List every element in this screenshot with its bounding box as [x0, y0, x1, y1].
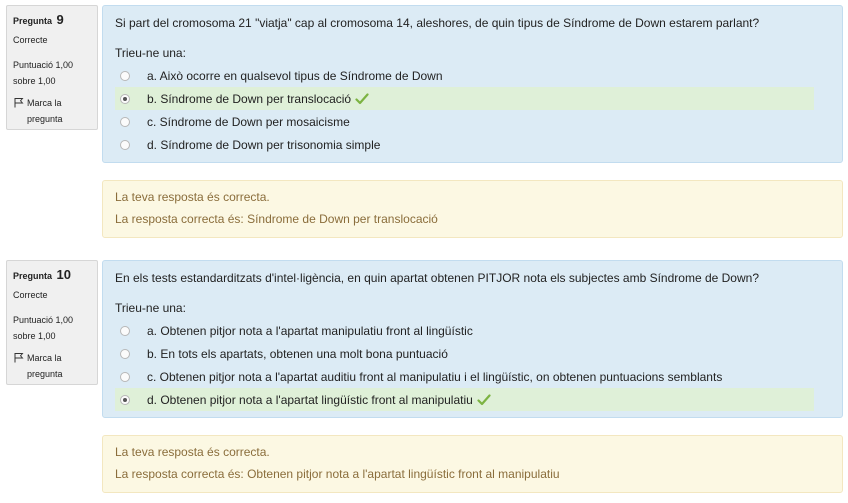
flag-label-line-1: Marca la	[27, 353, 62, 363]
answer-option-d[interactable]	[115, 133, 814, 156]
question-text: Si part del cromosoma 21 "viatja" cap al cromosoma 14, aleshores, de quin tipus de Síndrome de Down estarem parlant?	[115, 16, 760, 30]
question-number	[13, 12, 92, 27]
answer-label: b. Síndrome de Down per translocació	[147, 91, 352, 106]
flag-icon	[13, 352, 24, 363]
question-state: Correcte	[13, 35, 48, 45]
answer-label: a. Obtenen pitjor nota a l'apartat manipulatiu front al lingüístic	[147, 323, 473, 338]
grade-line-1: Puntuació 1,00	[13, 60, 74, 70]
question-formulation	[102, 260, 843, 418]
answer-option-c[interactable]	[115, 110, 814, 133]
question-formulation	[102, 5, 843, 163]
question-grade	[13, 312, 92, 344]
question-label: Pregunta	[13, 271, 53, 281]
question-num: 9	[56, 12, 64, 27]
radio-button[interactable]	[120, 140, 130, 150]
answer-option-a[interactable]	[115, 319, 814, 342]
radio-button[interactable]	[120, 349, 130, 359]
radio-button-selected[interactable]	[120, 94, 130, 104]
answer-option-b[interactable]	[115, 87, 814, 110]
flag-label-line-2: pregunta	[27, 369, 63, 379]
answer-label: c. Síndrome de Down per mosaicisme	[147, 114, 350, 129]
answer-label: c. Obtenen pitjor nota a l'apartat auditiu front al manipulatiu i el lingüístic, on obtenen puntuacions semblants	[147, 369, 723, 384]
radio-button-selected[interactable]	[120, 395, 130, 405]
answer-label: d. Obtenen pitjor nota a l'apartat lingüístic front al manipulatiu	[147, 392, 473, 407]
answer-label: a. Això ocorre en qualsevol tipus de Síndrome de Down	[147, 68, 443, 83]
feedback-text: La teva resposta és correcta.	[115, 190, 270, 204]
question-text: En els tests estandarditzats d'intel·ligència, en quin apartat obtenen PITJOR nota els subjectes amb Síndrome de Down?	[115, 271, 759, 285]
question-num: 10	[56, 267, 71, 282]
grade-line-2: sobre 1,00	[13, 76, 56, 86]
flag-label-line-2: pregunta	[27, 114, 63, 124]
question-grade	[13, 57, 92, 89]
question-info-panel	[6, 5, 98, 130]
flag-question-link[interactable]	[13, 350, 92, 382]
checkmark-icon	[477, 394, 491, 406]
question-number	[13, 267, 92, 282]
answer-list	[115, 64, 830, 156]
answer-prompt: Trieu-ne una:	[115, 301, 186, 315]
answer-prompt: Trieu-ne una:	[115, 46, 186, 60]
answer-option-c[interactable]	[115, 365, 814, 388]
question-outcome	[102, 435, 843, 493]
answer-label: d. Síndrome de Down per trisonomia simple	[147, 137, 381, 152]
radio-button[interactable]	[120, 326, 130, 336]
grade-line-1: Puntuació 1,00	[13, 315, 74, 325]
answer-label: b. En tots els apartats, obtenen una molt bona puntuació	[147, 346, 448, 361]
answer-option-a[interactable]	[115, 64, 814, 87]
answer-option-b[interactable]	[115, 342, 814, 365]
radio-button[interactable]	[120, 117, 130, 127]
feedback-text: La teva resposta és correcta.	[115, 445, 270, 459]
checkmark-icon	[355, 93, 369, 105]
question-info-panel	[6, 260, 98, 385]
flag-label-line-1: Marca la	[27, 98, 62, 108]
grade-line-2: sobre 1,00	[13, 331, 56, 341]
radio-button[interactable]	[120, 71, 130, 81]
question-outcome	[102, 180, 843, 238]
flag-question-link[interactable]	[13, 95, 92, 127]
right-answer-text: La resposta correcta és: Síndrome de Down per translocació	[115, 212, 438, 226]
question-state: Correcte	[13, 290, 48, 300]
flag-icon	[13, 97, 24, 108]
radio-button[interactable]	[120, 372, 130, 382]
answer-list	[115, 319, 830, 411]
question-label: Pregunta	[13, 16, 53, 26]
right-answer-text: La resposta correcta és: Obtenen pitjor nota a l'apartat lingüístic front al manipulatiu	[115, 467, 560, 481]
answer-option-d[interactable]	[115, 388, 814, 411]
